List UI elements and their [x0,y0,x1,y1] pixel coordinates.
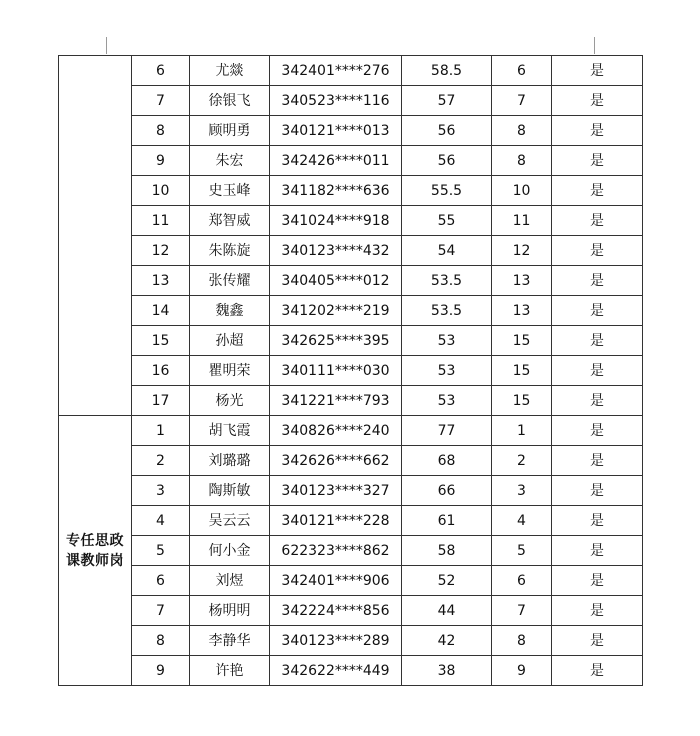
qualified-cell: 是 [552,266,643,296]
table-row [59,416,643,446]
id-number-cell: 341202****219 [270,296,402,326]
table-row [59,626,643,656]
id-number-cell: 340405****012 [270,266,402,296]
score-cell: 58 [402,536,492,566]
qualified-cell: 是 [552,356,643,386]
id-number-cell: 342625****395 [270,326,402,356]
seq-cell: 8 [132,116,190,146]
qualified-cell: 是 [552,596,643,626]
name-cell: 朱陈旋 [190,236,270,266]
rank-cell: 2 [492,446,552,476]
seq-cell: 10 [132,176,190,206]
position-category-cell [59,56,132,416]
name-cell: 吴云云 [190,506,270,536]
seq-cell: 4 [132,506,190,536]
name-cell: 瞿明荣 [190,356,270,386]
qualified-cell: 是 [552,86,643,116]
score-cell: 53 [402,326,492,356]
qualified-cell: 是 [552,566,643,596]
seq-cell: 9 [132,656,190,686]
table-row [59,566,643,596]
table-row [59,296,643,326]
id-number-cell: 340123****327 [270,476,402,506]
results-table-body [59,56,643,686]
seq-cell: 12 [132,236,190,266]
score-cell: 53 [402,356,492,386]
qualified-cell: 是 [552,116,643,146]
id-number-cell: 340123****432 [270,236,402,266]
table-row [59,266,643,296]
rank-cell: 13 [492,266,552,296]
name-cell: 朱宏 [190,146,270,176]
table-row [59,536,643,566]
qualified-cell: 是 [552,176,643,206]
seq-cell: 5 [132,536,190,566]
qualified-cell: 是 [552,326,643,356]
seq-cell: 8 [132,626,190,656]
table-row [59,476,643,506]
table-row [59,116,643,146]
seq-cell: 13 [132,266,190,296]
score-cell: 61 [402,506,492,536]
rank-cell: 6 [492,56,552,86]
rank-cell: 8 [492,146,552,176]
rank-cell: 7 [492,596,552,626]
qualified-cell: 是 [552,476,643,506]
id-number-cell: 341182****636 [270,176,402,206]
score-cell: 53 [402,386,492,416]
qualified-cell: 是 [552,626,643,656]
table-row [59,596,643,626]
score-cell: 55.5 [402,176,492,206]
seq-cell: 6 [132,56,190,86]
score-cell: 53.5 [402,266,492,296]
score-cell: 58.5 [402,56,492,86]
qualified-cell: 是 [552,416,643,446]
score-cell: 44 [402,596,492,626]
score-cell: 57 [402,86,492,116]
id-number-cell: 342224****856 [270,596,402,626]
qualified-cell: 是 [552,386,643,416]
seq-cell: 17 [132,386,190,416]
table-row [59,356,643,386]
qualified-cell: 是 [552,236,643,266]
rank-cell: 4 [492,506,552,536]
id-number-cell: 341221****793 [270,386,402,416]
score-cell: 68 [402,446,492,476]
score-cell: 54 [402,236,492,266]
id-number-cell: 342401****276 [270,56,402,86]
seq-cell: 16 [132,356,190,386]
name-cell: 顾明勇 [190,116,270,146]
rank-cell: 7 [492,86,552,116]
id-number-cell: 340523****116 [270,86,402,116]
seq-cell: 7 [132,596,190,626]
name-cell: 郑智威 [190,206,270,236]
name-cell: 史玉峰 [190,176,270,206]
rank-cell: 1 [492,416,552,446]
table-row [59,236,643,266]
seq-cell: 1 [132,416,190,446]
table-row [59,386,643,416]
name-cell: 杨光 [190,386,270,416]
name-cell: 魏鑫 [190,296,270,326]
qualified-cell: 是 [552,656,643,686]
score-cell: 38 [402,656,492,686]
rank-cell: 3 [492,476,552,506]
table-row [59,206,643,236]
score-cell: 56 [402,146,492,176]
name-cell: 李静华 [190,626,270,656]
name-cell: 杨明明 [190,596,270,626]
score-cell: 55 [402,206,492,236]
rank-cell: 15 [492,386,552,416]
name-cell: 许艳 [190,656,270,686]
id-number-cell: 340123****289 [270,626,402,656]
table-row [59,656,643,686]
id-number-cell: 342626****662 [270,446,402,476]
id-number-cell: 341024****918 [270,206,402,236]
seq-cell: 2 [132,446,190,476]
rank-cell: 8 [492,116,552,146]
seq-cell: 11 [132,206,190,236]
id-number-cell: 340121****228 [270,506,402,536]
position-category-line: 课教师岗 [66,552,124,569]
rank-cell: 13 [492,296,552,326]
qualified-cell: 是 [552,296,643,326]
table-row [59,506,643,536]
name-cell: 徐银飞 [190,86,270,116]
rank-cell: 11 [492,206,552,236]
rank-cell: 8 [492,626,552,656]
table-row [59,176,643,206]
id-number-cell: 340111****030 [270,356,402,386]
name-cell: 刘璐璐 [190,446,270,476]
name-cell: 孙超 [190,326,270,356]
seq-cell: 9 [132,146,190,176]
name-cell: 陶斯敏 [190,476,270,506]
id-number-cell: 342426****011 [270,146,402,176]
rank-cell: 15 [492,326,552,356]
id-number-cell: 622323****862 [270,536,402,566]
crop-mark-right [594,37,595,54]
rank-cell: 12 [492,236,552,266]
name-cell: 尤燚 [190,56,270,86]
qualified-cell: 是 [552,206,643,236]
results-table [58,55,643,686]
score-cell: 52 [402,566,492,596]
position-category-cell [59,416,132,686]
score-cell: 77 [402,416,492,446]
table-row [59,326,643,356]
seq-cell: 6 [132,566,190,596]
score-cell: 66 [402,476,492,506]
name-cell: 胡飞霞 [190,416,270,446]
table-row [59,146,643,176]
seq-cell: 15 [132,326,190,356]
rank-cell: 10 [492,176,552,206]
rank-cell: 6 [492,566,552,596]
name-cell: 刘煜 [190,566,270,596]
seq-cell: 3 [132,476,190,506]
table-row [59,86,643,116]
qualified-cell: 是 [552,506,643,536]
rank-cell: 5 [492,536,552,566]
table-row [59,446,643,476]
rank-cell: 9 [492,656,552,686]
qualified-cell: 是 [552,146,643,176]
score-cell: 53.5 [402,296,492,326]
qualified-cell: 是 [552,536,643,566]
rank-cell: 15 [492,356,552,386]
id-number-cell: 342401****906 [270,566,402,596]
seq-cell: 7 [132,86,190,116]
position-category-line: 专任思政 [66,532,124,549]
score-cell: 56 [402,116,492,146]
id-number-cell: 342622****449 [270,656,402,686]
score-cell: 42 [402,626,492,656]
qualified-cell: 是 [552,446,643,476]
seq-cell: 14 [132,296,190,326]
name-cell: 张传耀 [190,266,270,296]
id-number-cell: 340826****240 [270,416,402,446]
crop-mark-left [106,37,107,54]
id-number-cell: 340121****013 [270,116,402,146]
qualified-cell: 是 [552,56,643,86]
table-row [59,56,643,86]
name-cell: 何小金 [190,536,270,566]
